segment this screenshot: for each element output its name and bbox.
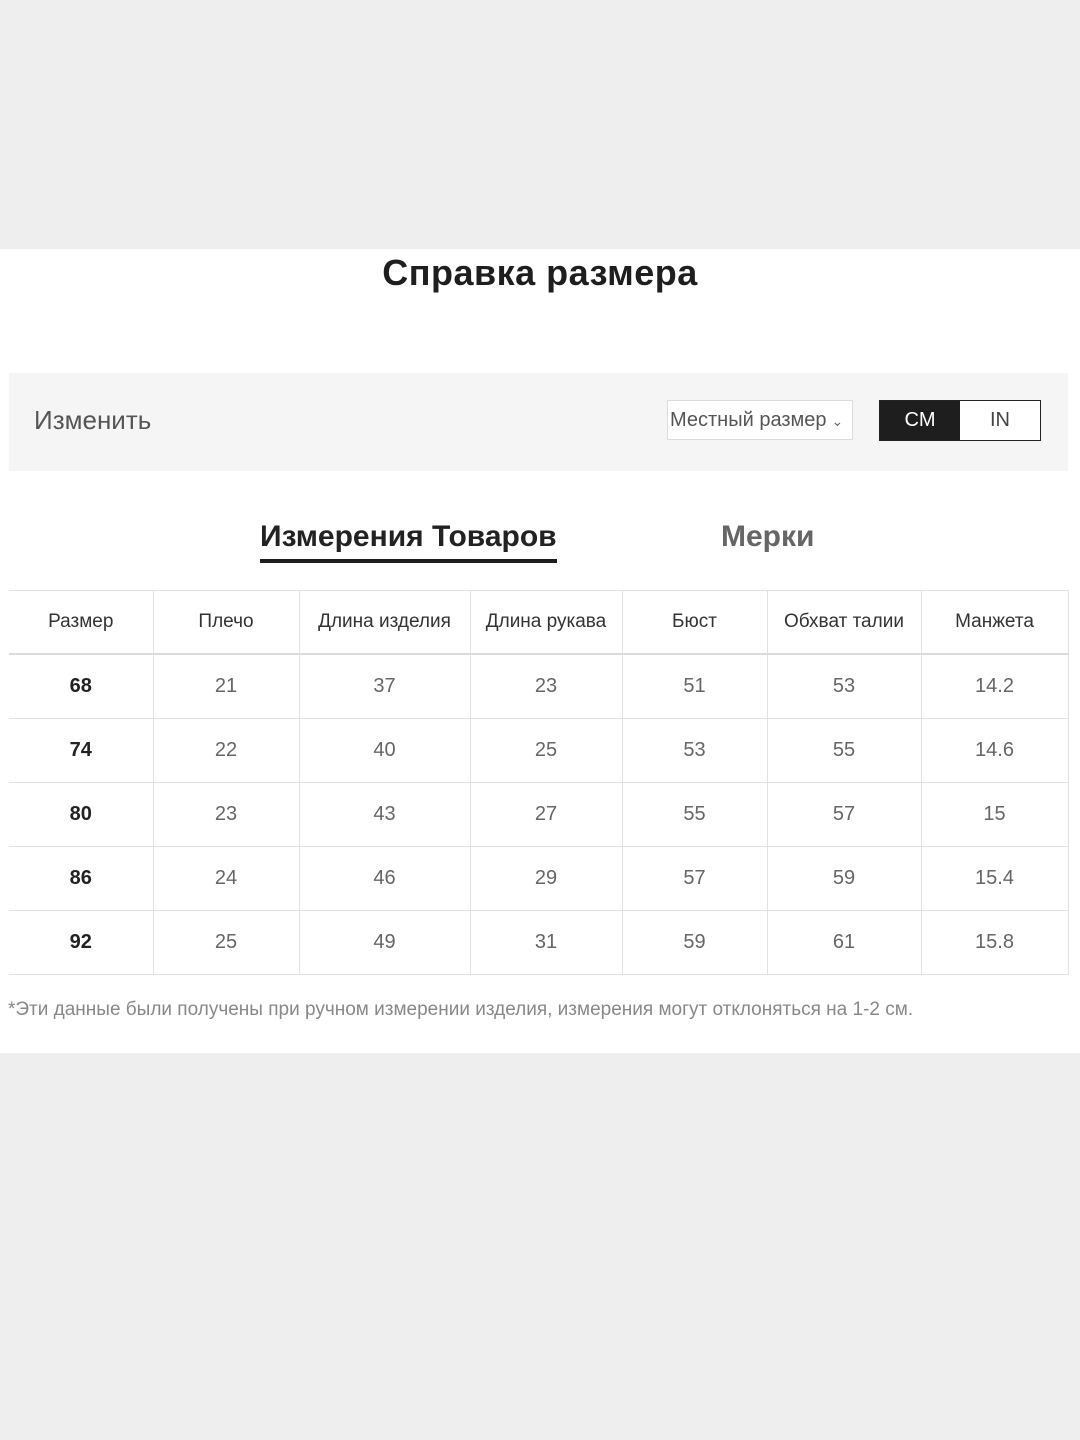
size-cell: 86 — [9, 847, 153, 911]
table-cell: 23 — [153, 783, 299, 847]
table-cell: 23 — [470, 654, 622, 719]
table-cell: 61 — [767, 911, 921, 975]
page-title: Справка размера — [382, 252, 698, 293]
unit-in-button[interactable]: IN — [960, 401, 1040, 440]
table-cell: 53 — [622, 719, 767, 783]
table-cell: 40 — [299, 719, 470, 783]
size-cell: 80 — [9, 783, 153, 847]
table-cell: 29 — [470, 847, 622, 911]
table-cell: 24 — [153, 847, 299, 911]
table-cell: 46 — [299, 847, 470, 911]
table-cell: 15.4 — [921, 847, 1068, 911]
table-row — [9, 783, 1068, 847]
column-header-waist: Обхват талии — [767, 591, 921, 655]
table-header-row — [9, 591, 1068, 655]
table-cell: 21 — [153, 654, 299, 719]
table-cell: 53 — [767, 654, 921, 719]
table-cell: 57 — [767, 783, 921, 847]
table-cell: 31 — [470, 911, 622, 975]
column-header-shoulder: Плечо — [153, 591, 299, 655]
size-cell: 68 — [9, 654, 153, 719]
table-cell: 27 — [470, 783, 622, 847]
table-cell: 51 — [622, 654, 767, 719]
unit-cm-button[interactable]: CM — [880, 401, 960, 440]
change-label: Изменить — [34, 405, 152, 435]
table-cell: 22 — [153, 719, 299, 783]
column-header-cuff: Манжета — [921, 591, 1068, 655]
table-cell: 15 — [921, 783, 1068, 847]
table-cell: 14.6 — [921, 719, 1068, 783]
measurement-footnote: *Эти данные были получены при ручном измерении изделия, измерения могут отклоняться на 1-2 см. — [8, 999, 914, 1020]
table-row — [9, 911, 1068, 975]
table-row — [9, 654, 1068, 719]
region-size-select-value: Местный размер — [670, 409, 827, 431]
tab-body-measurements[interactable]: Мерки — [721, 520, 815, 553]
column-header-size: Размер — [9, 591, 153, 655]
region-size-select[interactable] — [667, 400, 853, 440]
size-guide-card — [0, 249, 1080, 1053]
table-cell: 43 — [299, 783, 470, 847]
table-cell: 37 — [299, 654, 470, 719]
size-table — [9, 590, 1069, 975]
table-cell: 15.8 — [921, 911, 1068, 975]
table-row — [9, 847, 1068, 911]
unit-toggle — [879, 400, 1041, 441]
column-header-sleeve: Длина рукава — [470, 591, 622, 655]
table-cell: 25 — [470, 719, 622, 783]
table-cell: 49 — [299, 911, 470, 975]
table-cell: 55 — [767, 719, 921, 783]
size-cell: 74 — [9, 719, 153, 783]
tab-product-measurements[interactable]: Измерения Товаров — [260, 517, 557, 563]
size-cell: 92 — [9, 911, 153, 975]
table-row — [9, 719, 1068, 783]
table-cell: 25 — [153, 911, 299, 975]
table-cell: 14.2 — [921, 654, 1068, 719]
table-cell: 55 — [622, 783, 767, 847]
column-header-bust: Бюст — [622, 591, 767, 655]
table-cell: 59 — [767, 847, 921, 911]
table-cell: 57 — [622, 847, 767, 911]
table-cell: 59 — [622, 911, 767, 975]
column-header-length: Длина изделия — [299, 591, 470, 655]
chevron-down-icon: ⌄ — [831, 413, 844, 429]
toolbar — [9, 373, 1068, 471]
tabs — [0, 517, 1080, 567]
